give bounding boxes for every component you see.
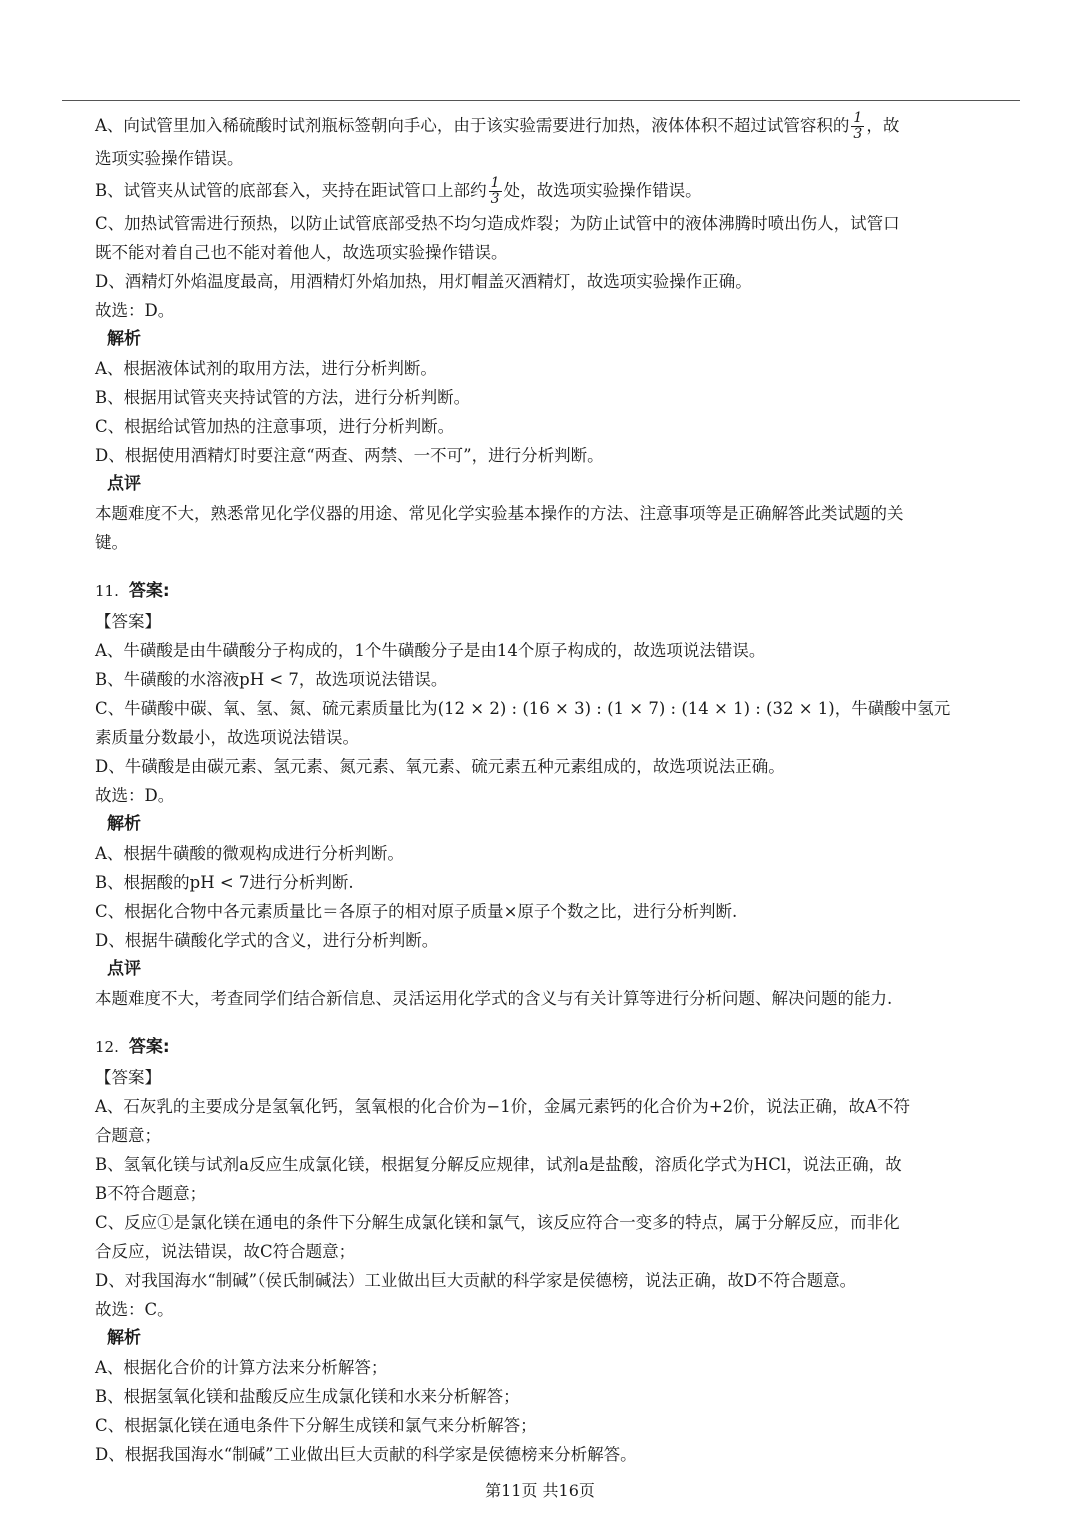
- q12-title: 答案:: [128, 1037, 170, 1057]
- q12-line-b1: B、氢氧化镁与试剂a反应生成氯化镁，根据复分解反应规律，试剂a是盐酸，溶质化学式为HCl，说法正确，故: [95, 1155, 902, 1174]
- q10-line-b: B、试管夹从试管的底部套入，夹持在距试管口上部约 $\frac{1}{3}$ 处，故选项实验操作错误。: [95, 175, 702, 207]
- q12-answer-tag: 【答案】: [95, 1068, 161, 1087]
- q12-analysis-b: B、根据氢氧化镁和盐酸反应生成氯化镁和水来分析解答；: [95, 1387, 520, 1406]
- q10-line-a2: 选项实验操作错误。: [95, 149, 244, 168]
- q10-line-c1: C、加热试管需进行预热，以防止试管底部受热不均匀造成炸裂；为防止试管中的液体沸腾时喷出伤人，试管口: [95, 214, 900, 233]
- q10-line-c2: 既不能对着自己也不能对着他人，故选项实验操作错误。: [95, 243, 508, 262]
- q11-line-d: D、牛磺酸是由碳元素、氢元素、氮元素、氧元素、硫元素五种元素组成的，故选项说法正确。: [95, 757, 785, 776]
- q11-comment: 本题难度不大，考查同学们结合新信息、灵活运用化学式的含义与有关计算等进行分析问题、解决问题的能力.: [95, 989, 893, 1008]
- q10-comment-heading: 点评: [107, 474, 141, 494]
- q11-comment-heading: 点评: [107, 959, 141, 979]
- q11-analysis-b: B、根据酸的pH < 7进行分析判断.: [95, 873, 354, 892]
- q10-analysis-b: B、根据用试管夹夹持试管的方法，进行分析判断。: [95, 388, 471, 407]
- q10-analysis-c: C、根据给试管加热的注意事项，进行分析判断。: [95, 417, 455, 436]
- q11-line-c1: C、牛磺酸中碳、氧、氢、氮、硫元素质量比为(12 × 2) : (16 × 3) : (1 × 7) : (14 × 1) : (32 × 1)，牛磺酸中氢元: [95, 699, 951, 718]
- q10-line-a1: A、向试管里加入稀硫酸时试剂瓶标签朝向手心，由于该实验需要进行加热，液体体积不超过试管容积的 $\frac{1}{3}$ ，故: [95, 110, 900, 142]
- q11-line-c2: 素质量分数最小，故选项说法错误。: [95, 728, 359, 747]
- q11-header: [95, 575, 1045, 607]
- q12-analysis-heading: 解析: [107, 1328, 141, 1348]
- q12-analysis-c: C、根据氯化镁在通电条件下分解生成镁和氯气来分析解答；: [95, 1416, 537, 1435]
- q12-line-d: D、对我国海水“制碱”（侯氏制碱法）工业做出巨大贡献的科学家是侯德榜，说法正确，故D不符合题意。: [95, 1271, 857, 1290]
- q11-analysis-heading: 解析: [107, 814, 141, 834]
- q12-line-c2: 合反应，说法错误，故C符合题意；: [95, 1242, 356, 1261]
- q12-number: 12.: [95, 1038, 119, 1056]
- q10-line-d: D、酒精灯外焰温度最高，用酒精灯外焰加热，用灯帽盖灭酒精灯，故选项实验操作正确。: [95, 272, 752, 291]
- q11-line-b: B、牛磺酸的水溶液pH < 7，故选项说法错误。: [95, 670, 448, 689]
- q10-choice: 故选：D。: [95, 301, 175, 320]
- q11-title: 答案:: [128, 581, 170, 601]
- fraction-one-third: $\frac{1}{3}$: [853, 110, 863, 142]
- q11-answer-tag: 【答案】: [95, 612, 161, 631]
- q12-choice: 故选：C。: [95, 1300, 174, 1319]
- q12-line-c1: C、反应①是氯化镁在通电的条件下分解生成氯化镁和氯气，该反应符合一变多的特点，属于分解反应，而非化: [95, 1213, 900, 1232]
- q10-comment-line2: 键。: [95, 533, 128, 552]
- page-content: [95, 108, 1045, 1469]
- q11-analysis-c: C、根据化合物中各元素质量比＝各原子的相对原子质量×原子个数之比，进行分析判断.: [95, 902, 738, 921]
- q10-comment-line1: 本题难度不大，熟悉常见化学仪器的用途、常见化学实验基本操作的方法、注意事项等是正确解答此类试题的关: [95, 504, 904, 523]
- q11-number: 11.: [95, 582, 119, 600]
- fraction-one-third: $\frac{1}{3}$: [490, 175, 500, 207]
- q12-header: [95, 1031, 1045, 1063]
- q11-line-a: A、牛磺酸是由牛磺酸分子构成的，1个牛磺酸分子是由14个原子构成的，故选项说法错误。: [95, 641, 766, 660]
- q12-line-a2: 合题意；: [95, 1126, 161, 1145]
- q12-analysis-a: A、根据化合价的计算方法来分析解答；: [95, 1358, 388, 1377]
- q12-analysis-d: D、根据我国海水“制碱”工业做出巨大贡献的科学家是侯德榜来分析解答。: [95, 1445, 637, 1464]
- q12-line-b2: B不符合题意；: [95, 1184, 207, 1203]
- q11-analysis-a: A、根据牛磺酸的微观构成进行分析判断。: [95, 844, 404, 863]
- q12-line-a1: A、石灰乳的主要成分是氢氧化钙，氢氧根的化合价为−1价，金属元素钙的化合价为+2价，说法正确，故A不符: [95, 1097, 910, 1116]
- q10-analysis-heading: 解析: [107, 329, 141, 349]
- q11-choice: 故选：D。: [95, 786, 175, 805]
- q10-analysis-d: D、根据使用酒精灯时要注意“两查、两禁、一不可”，进行分析判断。: [95, 446, 604, 465]
- q11-analysis-d: D、根据牛磺酸化学式的含义，进行分析判断。: [95, 931, 439, 950]
- header-rule: [62, 100, 1020, 101]
- q10-analysis-a: A、根据液体试剂的取用方法，进行分析判断。: [95, 359, 437, 378]
- page-footer: 第11页 共16页: [485, 1481, 595, 1500]
